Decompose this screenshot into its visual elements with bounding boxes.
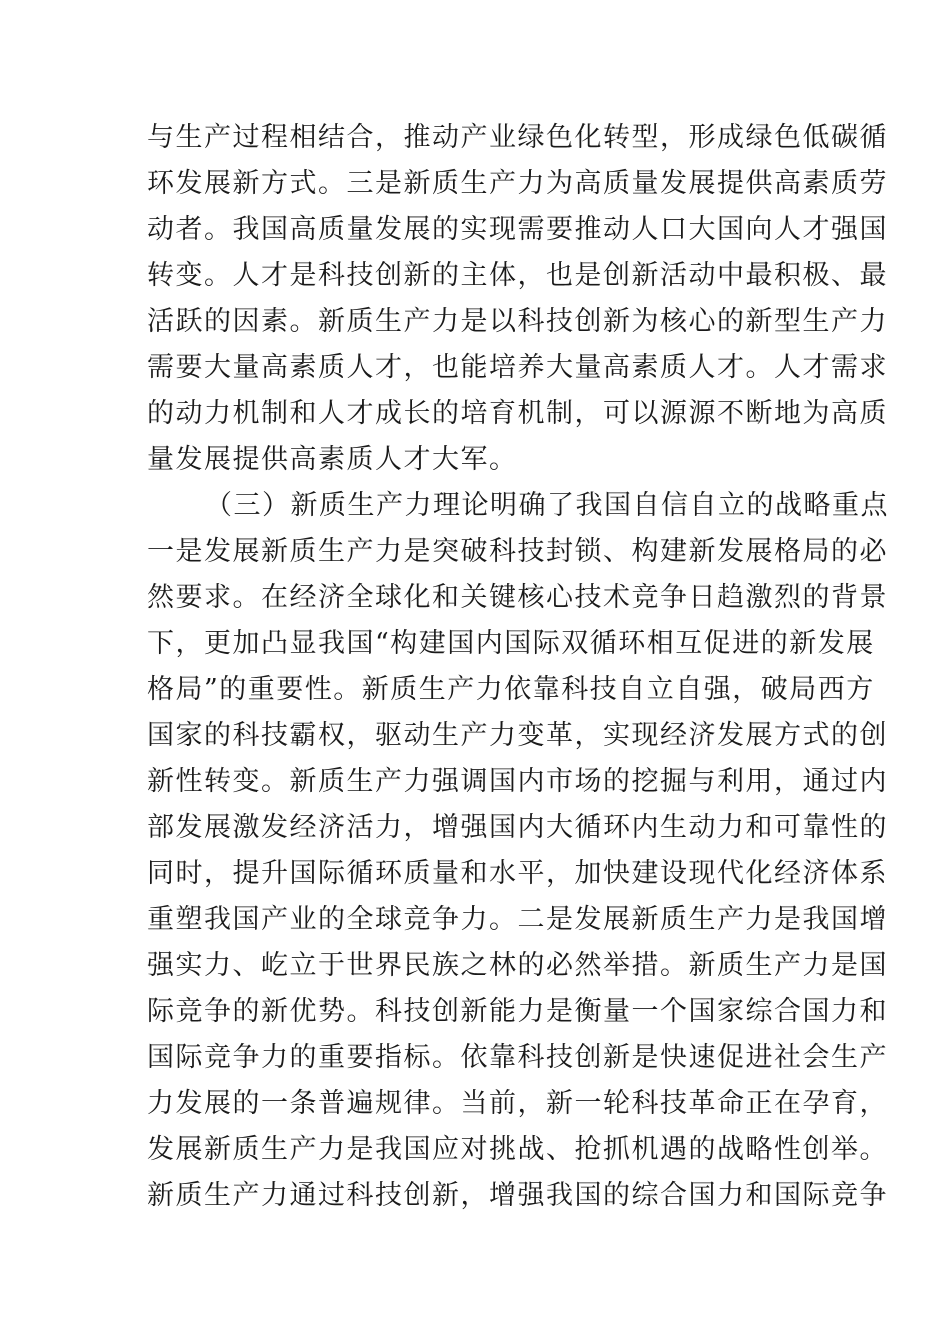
text-line: 动者。我国高质量发展的实现需要推动人口大国向人才强国 bbox=[147, 214, 888, 245]
text-line: 量发展提供高素质人才大军。 bbox=[147, 444, 518, 475]
text-line: 国际竞争力的重要指标。依靠科技创新是快速促进社会生产 bbox=[147, 1042, 888, 1073]
text-line: 与生产过程相结合，推动产业绿色化转型，形成绿色低碳循 bbox=[147, 122, 888, 153]
text-line: 的动力机制和人才成长的培育机制，可以源源不断地为高质 bbox=[147, 398, 888, 429]
text-line: 转变。人才是科技创新的主体，也是创新活动中最积极、最 bbox=[147, 260, 888, 291]
text-line: 然要求。在经济全球化和关键核心技术竞争日趋激烈的背景 bbox=[147, 582, 888, 613]
text-line: 部发展激发经济活力，增强国内大循环内生动力和可靠性的 bbox=[147, 812, 888, 843]
text-line: 环发展新方式。三是新质生产力为高质量发展提供高素质劳 bbox=[147, 168, 888, 199]
text-line: 发展新质生产力是我国应对挑战、抢抓机遇的战略性创举。 bbox=[147, 1134, 888, 1165]
text-line: 需要大量高素质人才，也能培养大量高素质人才。人才需求 bbox=[147, 352, 888, 383]
text-line: 国家的科技霸权，驱动生产力变革，实现经济发展方式的创 bbox=[147, 720, 888, 751]
text-line: 力发展的一条普遍规律。当前，新一轮科技革命正在孕育， bbox=[147, 1088, 888, 1119]
text-line: 同时，提升国际循环质量和水平，加快建设现代化经济体系 bbox=[147, 858, 888, 889]
text-line: 际竞争的新优势。科技创新能力是衡量一个国家综合国力和 bbox=[147, 996, 888, 1027]
text-line: 格局”的重要性。新质生产力依靠科技自立自强，破局西方 bbox=[147, 674, 875, 705]
text-line: 一是发展新质生产力是突破科技封锁、构建新发展格局的必 bbox=[147, 536, 888, 567]
text-line: 新质生产力通过科技创新，增强我国的综合国力和国际竞争 bbox=[147, 1180, 888, 1211]
text-line: 重塑我国产业的全球竞争力。二是发展新质生产力是我国增 bbox=[147, 904, 888, 935]
text-line: 活跃的因素。新质生产力是以科技创新为核心的新型生产力 bbox=[147, 306, 888, 337]
text-line: 下，更加凸显我国“构建国内国际双循环相互促进的新发展 bbox=[147, 628, 875, 659]
text-line: 强实力、屹立于世界民族之林的必然举措。新质生产力是国 bbox=[147, 950, 888, 981]
text-line: 新性转变。新质生产力强调国内市场的挖掘与利用，通过内 bbox=[147, 766, 888, 797]
section-heading: （三）新质生产力理论明确了我国自信自立的战略重点 bbox=[205, 490, 889, 521]
